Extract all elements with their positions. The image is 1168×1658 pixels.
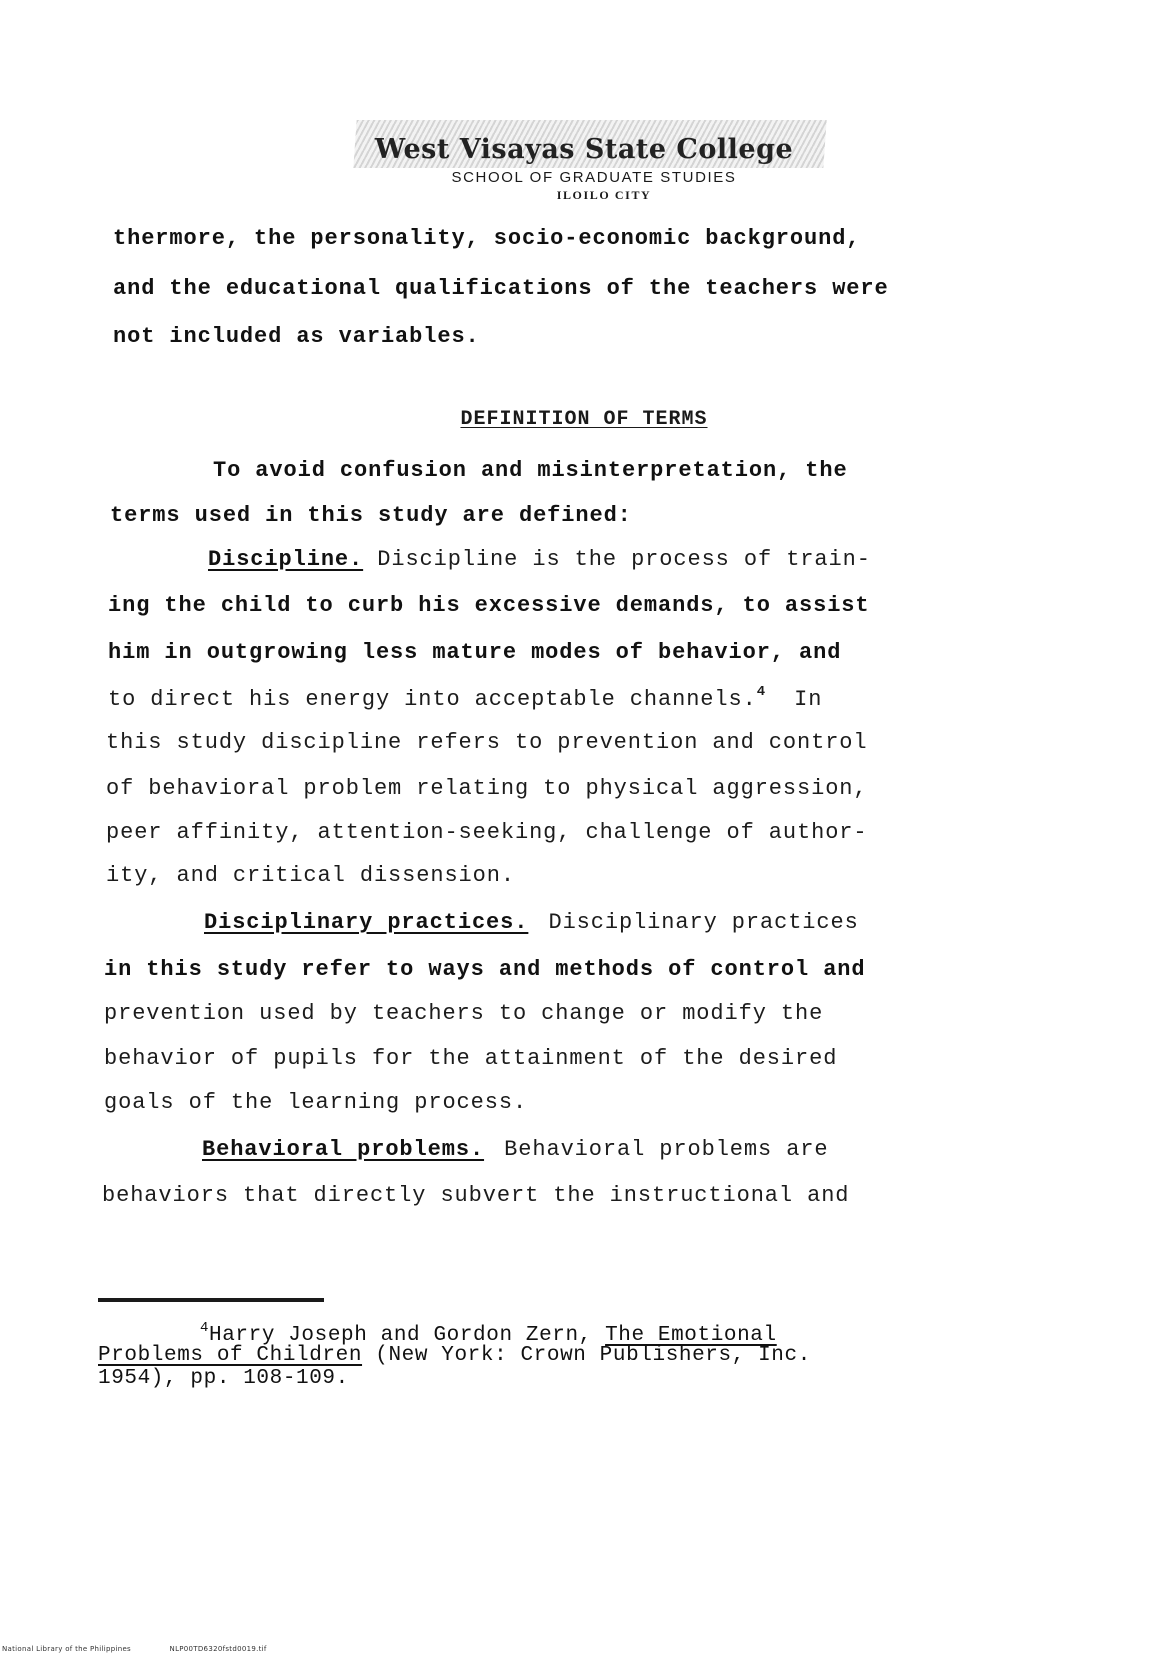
body-line: in this study refer to ways and methods of control and	[104, 957, 866, 982]
definition-text: Disciplinary practices	[548, 910, 859, 935]
term-discipline: Discipline.	[208, 547, 364, 572]
body-line: ity, and critical dissension.	[106, 863, 515, 888]
definition-text: In	[794, 687, 823, 712]
body-line: prevention used by teachers to change or modify the	[104, 1001, 824, 1026]
footnote-authors: Harry Joseph and Gordon Zern,	[209, 1324, 606, 1347]
footnote-ref: 4	[756, 684, 767, 700]
footnote-publication: (New York: Crown Publishers, Inc.	[362, 1344, 811, 1367]
body-line: of behavioral problem relating to physical aggression,	[106, 776, 868, 801]
footnote-line-2	[98, 1344, 811, 1367]
definition-practices-first-line	[204, 910, 859, 935]
letterhead	[0, 120, 1168, 203]
scan-file: NLP00TD6320fstd0019.tif	[169, 1645, 267, 1653]
definition-discipline-first-line	[208, 547, 871, 572]
section-heading: DEFINITION OF TERMS	[460, 408, 708, 431]
body-line: ing the child to curb his excessive demands, to assist	[108, 593, 870, 618]
footnote-title: Problems of Children	[98, 1344, 363, 1367]
footnote-pages: 1954), pp. 108-109.	[98, 1367, 349, 1390]
footnote-line-1	[200, 1320, 777, 1347]
body-line: this study discipline refers to prevention and control	[106, 730, 868, 755]
scan-library: National Library of the Philippines	[2, 1645, 131, 1653]
body-line: thermore, the personality, socio-economic background,	[113, 226, 861, 251]
term-behavioral-problems: Behavioral problems.	[202, 1137, 485, 1162]
institution-name: West Visayas State College	[343, 120, 825, 165]
city-name: ILOILO CITY	[556, 188, 652, 202]
definition-text: Behavioral problems are	[504, 1137, 829, 1162]
footnote-number: 4	[200, 1320, 210, 1336]
body-line-with-footnote	[108, 684, 822, 712]
definition-text: Discipline is the process of train-	[377, 547, 871, 572]
body-line: him in outgrowing less mature modes of behavior, and	[108, 640, 842, 665]
definition-text: to direct his energy into acceptable channels.	[108, 687, 757, 712]
body-line: not included as variables.	[113, 324, 480, 349]
body-line: and the educational qualifications of the teachers were	[113, 276, 889, 301]
footnote-divider	[98, 1298, 324, 1302]
scan-footer	[2, 1645, 303, 1653]
body-line: peer affinity, attention-seeking, challenge of author-	[106, 820, 868, 845]
footnote-title: The Emotional	[605, 1324, 777, 1347]
body-line: To avoid confusion and misinterpretation, the	[213, 458, 848, 483]
body-line: behavior of pupils for the attainment of the desired	[104, 1046, 838, 1071]
body-line: behaviors that directly subvert the instructional and	[102, 1183, 850, 1208]
school-name: SCHOOL OF GRADUATE STUDIES	[451, 169, 737, 186]
body-line: goals of the learning process.	[104, 1090, 528, 1115]
body-line: terms used in this study are defined:	[110, 503, 632, 528]
definition-behavioral-first-line	[202, 1137, 829, 1162]
term-disciplinary-practices: Disciplinary practices.	[204, 910, 529, 935]
